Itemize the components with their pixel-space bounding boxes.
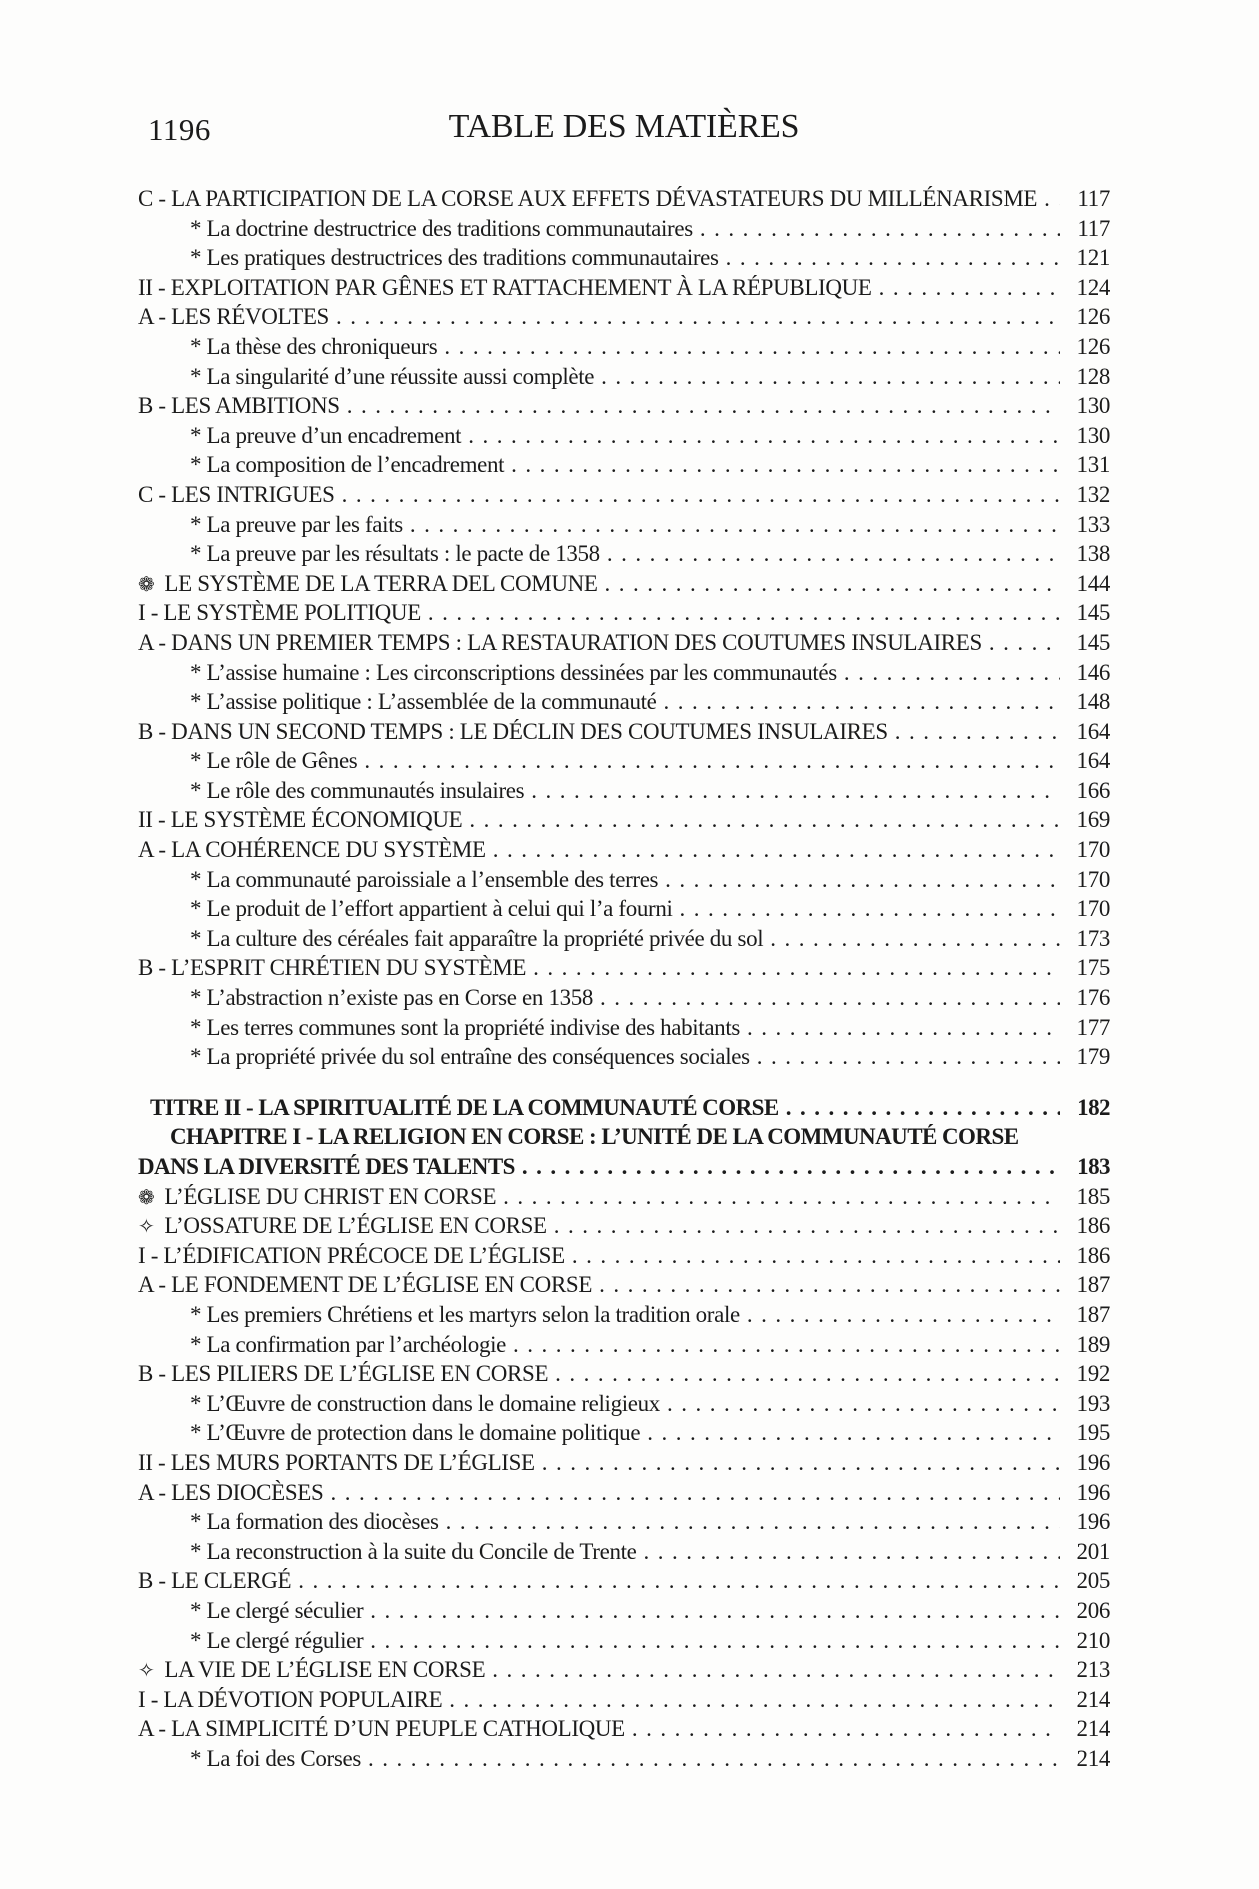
dot-leader [647, 1418, 1060, 1448]
toc-entry-label: * La doctrine destructrice des traditions communautaires [190, 215, 693, 241]
dot-leader [298, 1566, 1060, 1596]
toc-entry-label: * Le rôle de Gênes [190, 748, 358, 774]
florette-icon: ❁ [138, 1184, 155, 1209]
diamond-icon: ✧ [138, 1658, 155, 1683]
toc-entry-page: 138 [1076, 541, 1110, 567]
toc-entry-label: * Le rôle des communautés insulaires [190, 777, 525, 803]
dot-leader [879, 273, 1060, 303]
toc-entry-label: * La formation des diocèses [190, 1509, 439, 1535]
toc-entry [138, 1182, 1110, 1212]
toc-entry-label: B - DANS UN SECOND TEMPS : LE DÉCLIN DES COUTUMES INSULAIRES [138, 718, 888, 744]
toc-entry-page: 166 [1076, 777, 1110, 803]
toc-entry-page: 185 [1076, 1183, 1110, 1209]
toc-entry-label: * L’assise politique : L’assemblée de la communauté [190, 689, 657, 715]
toc-entry [138, 1478, 1110, 1508]
toc-entry [138, 1270, 1110, 1300]
dot-leader [468, 421, 1060, 451]
toc-entry [138, 214, 1110, 244]
toc-entry-page: 189 [1076, 1331, 1110, 1357]
toc-entry-label: * La preuve par les résultats : le pacte de 1358 [190, 541, 600, 567]
dot-leader [449, 1685, 1060, 1715]
toc-entry [138, 865, 1110, 895]
toc-entry-label: II - LE SYSTÈME ÉCONOMIQUE [138, 807, 463, 833]
dot-leader [469, 805, 1060, 835]
toc-entry-label: II - EXPLOITATION PAR GÊNES ET RATTACHEMENT À LA RÉPUBLIQUE [138, 274, 872, 300]
dot-leader [600, 983, 1060, 1013]
toc-entry-page: 214 [1076, 1745, 1110, 1771]
toc-entry-label: B - LE CLERGÉ [138, 1568, 292, 1594]
toc-entry-label: C - LA PARTICIPATION DE LA CORSE AUX EFFETS DÉVASTATEURS DU MILLÉNARISME [138, 186, 1038, 211]
dot-leader [605, 569, 1060, 599]
toc-entry-label: * La thèse des chroniqueurs [190, 333, 438, 359]
toc-entry-page: 196 [1076, 1449, 1110, 1475]
toc-entry-page: 196 [1076, 1509, 1110, 1535]
toc-entry-page: 179 [1076, 1044, 1110, 1070]
dot-leader [665, 865, 1060, 895]
toc-entry [138, 1211, 1110, 1241]
dot-leader [446, 1507, 1060, 1537]
dot-leader [533, 953, 1060, 983]
toc-entry [138, 1122, 1110, 1152]
toc-entry-page: 145 [1076, 629, 1110, 655]
dot-leader [1044, 184, 1060, 214]
dot-leader [572, 1241, 1060, 1271]
dot-leader [786, 1093, 1060, 1123]
toc-entry [138, 273, 1110, 303]
dot-leader [747, 1013, 1060, 1043]
toc-entry [138, 1626, 1110, 1656]
toc-entry-label: * La singularité d’une réussite aussi complète [190, 363, 595, 389]
toc-entry-label: LE SYSTÈME DE LA TERRA DEL COMUNE [164, 570, 598, 596]
toc-entry-label: B - LES PILIERS DE L’ÉGLISE EN CORSE [138, 1361, 549, 1387]
dot-leader [644, 1537, 1060, 1567]
toc-entry-label: * La composition de l’encadrement [190, 452, 505, 478]
toc-entry-label: * Les terres communes sont la propriété indivise des habitants [190, 1014, 740, 1040]
toc-entry [138, 717, 1110, 747]
toc-entry [138, 1537, 1110, 1567]
toc-entry-page: 214 [1076, 1686, 1110, 1712]
toc-entry-page: 206 [1076, 1597, 1110, 1623]
toc-entry-page: 121 [1076, 245, 1110, 271]
toc-entry-page: 192 [1076, 1361, 1110, 1387]
toc-entry [138, 1330, 1110, 1360]
dot-leader [511, 450, 1060, 480]
toc-entry-label: * Les premiers Chrétiens et les martyrs selon la tradition orale [190, 1301, 740, 1327]
toc-entry-label: C - LES INTRIGUES [138, 481, 335, 507]
toc-entry-page: 164 [1076, 718, 1110, 744]
dot-leader [554, 1211, 1060, 1241]
toc-entry [138, 598, 1110, 628]
toc-entry-label: I - L’ÉDIFICATION PRÉCOCE DE L’ÉGLISE [138, 1242, 565, 1268]
toc-entry-page: 130 [1076, 393, 1110, 419]
toc-entry-label: TITRE II - LA SPIRITUALITÉ DE LA COMMUNAUTÉ CORSE [150, 1094, 779, 1120]
toc-entry [138, 983, 1110, 1013]
toc-entry-page: 130 [1076, 422, 1110, 448]
toc-entry-page: 213 [1076, 1657, 1110, 1683]
toc-entry-page: 182 [1077, 1094, 1110, 1120]
toc-entry-page: 128 [1076, 363, 1110, 389]
toc-entry-label: * La foi des Corses [190, 1745, 361, 1771]
toc-entry-page: 124 [1076, 274, 1110, 300]
toc-entry-label: * L’abstraction n’existe pas en Corse en 1358 [190, 985, 594, 1011]
dot-leader [492, 1655, 1060, 1685]
toc-entry [138, 1152, 1110, 1182]
toc-entry-label: A - LES DIOCÈSES [138, 1479, 324, 1505]
toc-entry-page: 175 [1076, 955, 1110, 981]
toc-entry-page: 176 [1076, 985, 1110, 1011]
toc-entry [138, 391, 1110, 421]
dot-leader [513, 1330, 1060, 1360]
dot-leader [410, 510, 1060, 540]
toc-entry [138, 510, 1110, 540]
toc-entry-label: CHAPITRE I - LA RELIGION EN CORSE : L’UNITÉ DE LA COMMUNAUTÉ CORSE [170, 1124, 1019, 1150]
toc-entry-page: 186 [1076, 1213, 1110, 1239]
toc-entry-page: 193 [1076, 1390, 1110, 1416]
toc-entry-label: I - LE SYSTÈME POLITIQUE [138, 600, 421, 626]
toc-entry-page: 126 [1076, 304, 1110, 330]
toc-entry [138, 421, 1110, 451]
page-number: 1196 [148, 112, 211, 147]
toc-entry-page: 144 [1076, 570, 1110, 596]
toc-entry [138, 805, 1110, 835]
toc-entry-page: 170 [1076, 896, 1110, 922]
toc-entry-label: B - LES AMBITIONS [138, 393, 340, 419]
toc-entry [138, 1241, 1110, 1271]
toc-entry-page: 164 [1076, 748, 1110, 774]
dot-leader [757, 1042, 1060, 1072]
toc-entry-page: 132 [1076, 481, 1110, 507]
dot-leader [607, 539, 1060, 569]
toc-entry-label: L’OSSATURE DE L’ÉGLISE EN CORSE [164, 1213, 547, 1239]
dot-leader [503, 1182, 1060, 1212]
dot-leader [770, 924, 1060, 954]
toc-entry-label: B - L’ESPRIT CHRÉTIEN DU SYSTÈME [138, 955, 527, 981]
dot-leader [444, 332, 1060, 362]
toc-entry-label: A - LA SIMPLICITÉ D’UN PEUPLE CATHOLIQUE [138, 1716, 625, 1742]
toc-entry-page: 183 [1077, 1154, 1110, 1179]
toc-entry-page: 148 [1076, 689, 1110, 715]
toc-entry [138, 332, 1110, 362]
toc-entry [138, 1300, 1110, 1330]
page-title: TABLE DES MATIÈRES [448, 108, 800, 145]
toc-entry [138, 1359, 1110, 1389]
toc-entry-label: * Le clergé séculier [190, 1597, 364, 1623]
toc-entry-label: * La reconstruction à la suite du Concile de Trente [190, 1538, 637, 1564]
toc-entry [138, 302, 1110, 332]
toc-entry [138, 924, 1110, 954]
toc-entry [138, 1093, 1110, 1123]
toc-entry [138, 480, 1110, 510]
dot-leader [664, 687, 1060, 717]
dot-leader [370, 1626, 1060, 1656]
toc-entry-label: * L’Œuvre de construction dans le domaine religieux [190, 1390, 660, 1416]
toc-entry [138, 1448, 1110, 1478]
dot-leader [522, 1152, 1060, 1182]
dot-leader [370, 1596, 1060, 1626]
toc-entry [138, 184, 1110, 214]
toc-entry-label: * Le produit de l’effort appartient à celui qui l’a fourni [190, 896, 673, 922]
dot-leader [531, 776, 1060, 806]
toc-entry-page: 195 [1076, 1420, 1110, 1446]
dot-leader [599, 1270, 1060, 1300]
toc-entry-page: 186 [1076, 1242, 1110, 1268]
toc-entry [138, 1714, 1110, 1744]
toc-entry [138, 835, 1110, 865]
toc-entry-label: * Les pratiques destructrices des traditions communautaires [190, 245, 719, 271]
dot-leader [336, 302, 1060, 332]
toc-entry-page: 145 [1076, 600, 1110, 626]
toc-entry-page: 170 [1076, 837, 1110, 863]
toc-entry-page: 169 [1076, 807, 1110, 833]
florette-icon: ❁ [138, 571, 155, 596]
toc-entry [138, 1507, 1110, 1537]
toc-entry [138, 243, 1110, 273]
dot-leader [747, 1300, 1060, 1330]
toc-entry [138, 569, 1110, 599]
toc-entry [138, 539, 1110, 569]
dot-leader [330, 1478, 1060, 1508]
dot-leader [347, 391, 1060, 421]
toc-entry-page: 146 [1076, 659, 1110, 685]
toc-entry-label: * La confirmation par l’archéologie [190, 1331, 506, 1357]
toc-entry-page: 177 [1076, 1014, 1110, 1040]
dot-leader [601, 362, 1060, 392]
dot-leader [428, 598, 1060, 628]
toc-entry [138, 658, 1110, 688]
toc-entry-page: 173 [1076, 925, 1110, 951]
toc-entry-label: * La culture des céréales fait apparaître la propriété privée du sol [190, 925, 764, 951]
toc-entry-label: A - LES RÉVOLTES [138, 304, 329, 330]
toc-entry-page: 117 [1077, 215, 1110, 241]
toc-entry-label: LA VIE DE L’ÉGLISE EN CORSE [164, 1657, 486, 1683]
toc-entry [138, 687, 1110, 717]
toc-entry [138, 1685, 1110, 1715]
toc-entry-page: 214 [1076, 1716, 1110, 1742]
toc-entry [138, 1566, 1110, 1596]
dot-leader [364, 746, 1060, 776]
toc-entry-label: II - LES MURS PORTANTS DE L’ÉGLISE [138, 1449, 535, 1475]
dot-leader [667, 1389, 1060, 1419]
toc-entry-label: A - LE FONDEMENT DE L’ÉGLISE EN CORSE [138, 1272, 593, 1298]
dot-leader [542, 1448, 1060, 1478]
dot-leader [493, 835, 1060, 865]
toc-entry-label: L’ÉGLISE DU CHRIST EN CORSE [164, 1183, 497, 1209]
toc-entry [138, 953, 1110, 983]
toc-entry-label: * La communauté paroissiale a l’ensemble des terres [190, 866, 659, 892]
toc-entry-page: 196 [1076, 1479, 1110, 1505]
dot-leader [555, 1359, 1060, 1389]
toc-entry-page: 133 [1076, 511, 1110, 537]
page-header [138, 0, 1110, 150]
toc-entry [138, 362, 1110, 392]
toc-entry-page: 187 [1076, 1272, 1110, 1298]
dot-leader [895, 717, 1060, 747]
toc-entry-label: A - DANS UN PREMIER TEMPS : LA RESTAURATION DES COUTUMES INSULAIRES [138, 629, 982, 655]
dot-leader [368, 1744, 1060, 1774]
toc-entry-label: DANS LA DIVERSITÉ DES TALENTS [138, 1154, 515, 1179]
toc-entry-page: 187 [1076, 1301, 1110, 1327]
toc-entry-page: 131 [1076, 452, 1110, 478]
toc-entry-label: A - LA COHÉRENCE DU SYSTÈME [138, 837, 486, 863]
diamond-icon: ✧ [138, 1214, 155, 1239]
toc-entry [138, 776, 1110, 806]
toc-entry-label: * La preuve d’un encadrement [190, 422, 462, 448]
dot-leader [844, 658, 1060, 688]
toc-entry-label: * L’assise humaine : Les circonscriptions dessinées par les communautés [190, 659, 837, 685]
toc-entry-page: 117 [1077, 186, 1110, 211]
dot-leader [632, 1714, 1060, 1744]
toc-entry-label: * Le clergé régulier [190, 1627, 364, 1653]
toc-entry [138, 746, 1110, 776]
toc-entry-page: 201 [1076, 1538, 1110, 1564]
toc-list [138, 184, 1110, 1773]
toc-entry-page: 210 [1076, 1627, 1110, 1653]
toc-entry-page: 205 [1076, 1568, 1110, 1594]
toc-entry [138, 1389, 1110, 1419]
dot-leader [342, 480, 1060, 510]
toc-entry-label: * La propriété privée du sol entraîne des conséquences sociales [190, 1044, 750, 1070]
toc-entry-label: * La preuve par les faits [190, 511, 403, 537]
toc-entry [138, 450, 1110, 480]
toc-entry [138, 894, 1110, 924]
toc-entry-page: 126 [1076, 333, 1110, 359]
toc-entry-page: 170 [1076, 866, 1110, 892]
toc-entry [138, 628, 1110, 658]
toc-entry [138, 1013, 1110, 1043]
dot-leader [726, 243, 1060, 273]
toc-entry [138, 1744, 1110, 1774]
dot-leader [700, 214, 1060, 244]
toc-entry [138, 1042, 1110, 1072]
toc-entry [138, 1655, 1110, 1685]
dot-leader [680, 894, 1060, 924]
dot-leader [989, 628, 1060, 658]
toc-entry [138, 1418, 1110, 1448]
toc-entry-label: I - LA DÉVOTION POPULAIRE [138, 1686, 443, 1712]
toc-entry [138, 1596, 1110, 1626]
toc-entry-label: * L’Œuvre de protection dans le domaine politique [190, 1420, 641, 1446]
